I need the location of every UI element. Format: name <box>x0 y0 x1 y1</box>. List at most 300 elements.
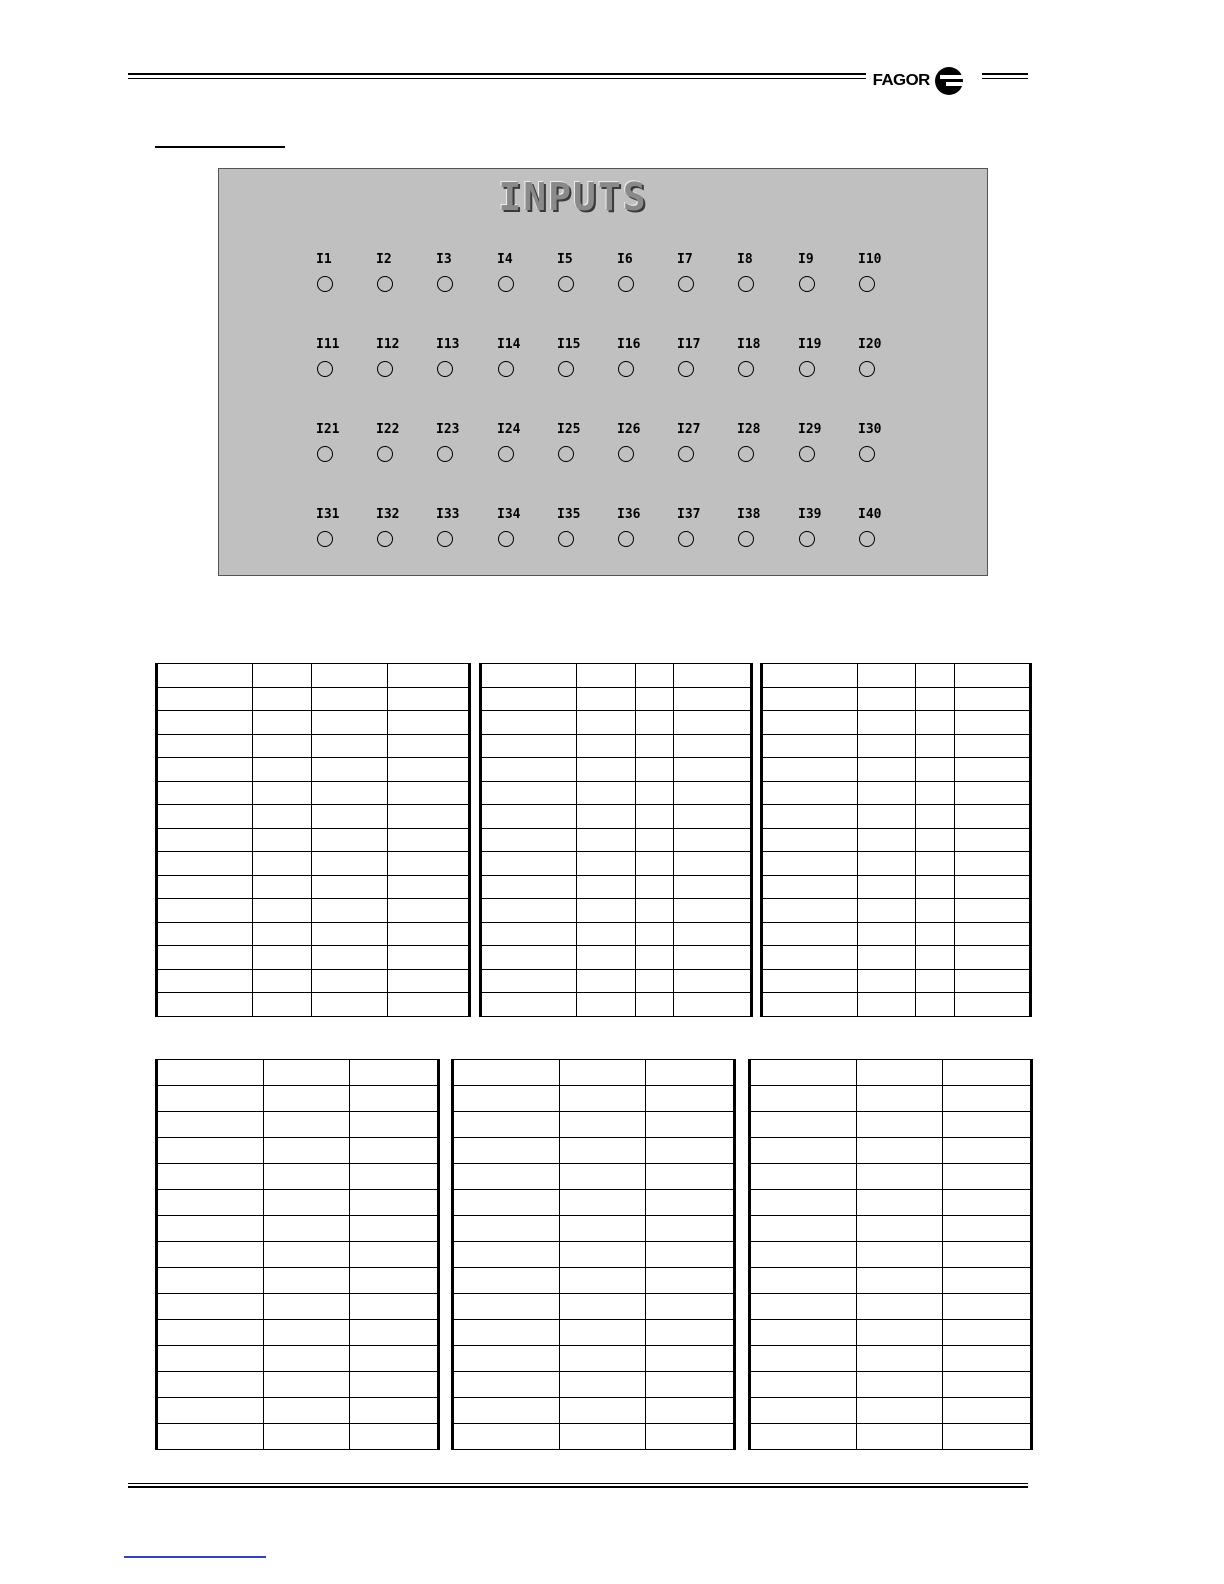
input-label: I33 <box>436 507 460 522</box>
table-cell <box>636 875 674 899</box>
table-cell <box>858 922 916 946</box>
table-cell <box>636 734 674 758</box>
footer-rule-bottom <box>128 1486 1028 1488</box>
table-row <box>762 734 1031 758</box>
input-led-icon <box>799 531 815 547</box>
input-led-icon <box>377 276 393 292</box>
input-led-icon <box>317 361 333 377</box>
input-indicator <box>617 421 657 462</box>
table-cell <box>264 1112 350 1138</box>
table-cell <box>157 805 253 829</box>
table-cell <box>577 711 636 735</box>
table-cell <box>577 922 636 946</box>
table-cell <box>750 1398 857 1424</box>
table-cell <box>750 1346 857 1372</box>
input-led-icon <box>498 276 514 292</box>
table-cell <box>577 758 636 782</box>
table-cell <box>858 852 916 876</box>
table-cell <box>955 805 1031 829</box>
table-row <box>762 781 1031 805</box>
table-row <box>750 1242 1032 1268</box>
table-cell <box>560 1242 646 1268</box>
input-led-icon <box>738 446 754 462</box>
table-cell <box>253 922 312 946</box>
table-cell <box>577 875 636 899</box>
table-cell <box>264 1060 350 1086</box>
input-indicator <box>798 251 838 292</box>
table-row <box>762 922 1031 946</box>
table-cell <box>646 1320 735 1346</box>
input-label: I12 <box>376 337 400 352</box>
table-cell <box>157 1216 264 1242</box>
table-cell <box>674 781 752 805</box>
table-cell <box>943 1112 1032 1138</box>
table-cell <box>312 711 388 735</box>
table-row <box>481 758 752 782</box>
input-indicator <box>858 336 898 377</box>
table-cell <box>350 1372 439 1398</box>
table-cell <box>312 875 388 899</box>
table-cell <box>264 1320 350 1346</box>
table-cell <box>157 1060 264 1086</box>
table-cell <box>264 1398 350 1424</box>
table-cell <box>453 1268 560 1294</box>
table-cell <box>762 805 858 829</box>
table-cell <box>264 1242 350 1268</box>
table-cell <box>157 993 253 1017</box>
input-led-icon <box>678 361 694 377</box>
table-row <box>762 828 1031 852</box>
table-row <box>157 828 470 852</box>
table-cell <box>916 969 955 993</box>
table-cell <box>253 969 312 993</box>
input-indicator <box>376 506 416 547</box>
input-led-icon <box>317 446 333 462</box>
table-cell <box>750 1242 857 1268</box>
input-label: I22 <box>376 422 400 437</box>
table-row <box>157 1060 439 1086</box>
input-indicator <box>677 421 717 462</box>
table-cell <box>943 1086 1032 1112</box>
table-cell <box>916 781 955 805</box>
table-cell <box>916 828 955 852</box>
input-indicator <box>798 336 838 377</box>
input-label: I2 <box>376 252 392 267</box>
table-row <box>762 664 1031 688</box>
table-row <box>481 711 752 735</box>
table-cell <box>750 1372 857 1398</box>
table-cell <box>350 1268 439 1294</box>
table-cell <box>916 946 955 970</box>
table-cell <box>646 1346 735 1372</box>
input-indicator <box>436 506 476 547</box>
table-row <box>157 805 470 829</box>
table-cell <box>388 758 470 782</box>
table-cell <box>636 781 674 805</box>
table-cell <box>453 1320 560 1346</box>
table-cell <box>858 969 916 993</box>
table-row <box>157 781 470 805</box>
table-row <box>762 805 1031 829</box>
table-cell <box>750 1164 857 1190</box>
table-cell <box>388 734 470 758</box>
table-cell <box>453 1190 560 1216</box>
table-cell <box>481 805 577 829</box>
table-cell <box>157 1138 264 1164</box>
table-cell <box>577 946 636 970</box>
table-cell <box>388 828 470 852</box>
table-row <box>750 1398 1032 1424</box>
table-row <box>157 1424 439 1450</box>
table-cell <box>253 664 312 688</box>
table-cell <box>481 969 577 993</box>
table-cell <box>646 1060 735 1086</box>
table-cell <box>577 805 636 829</box>
table-cell <box>157 1112 264 1138</box>
input-indicator <box>737 421 777 462</box>
table-row <box>453 1164 735 1190</box>
table-cell <box>157 664 253 688</box>
table-cell <box>857 1320 943 1346</box>
table-cell <box>955 899 1031 923</box>
table-cell <box>762 969 858 993</box>
table-cell <box>674 687 752 711</box>
table-cell <box>646 1294 735 1320</box>
input-indicator <box>557 421 597 462</box>
table-cell <box>560 1216 646 1242</box>
input-led-icon <box>498 361 514 377</box>
table-cell <box>762 875 858 899</box>
table-cell <box>858 664 916 688</box>
table-cell <box>312 922 388 946</box>
table-row <box>453 1372 735 1398</box>
table-cell <box>750 1138 857 1164</box>
table-cell <box>157 1320 264 1346</box>
input-label: I38 <box>737 507 761 522</box>
input-indicator <box>858 251 898 292</box>
table-row <box>481 781 752 805</box>
table-cell <box>253 875 312 899</box>
table-cell <box>955 875 1031 899</box>
table-row <box>453 1346 735 1372</box>
table-row <box>481 852 752 876</box>
table-row <box>481 922 752 946</box>
table-cell <box>388 922 470 946</box>
input-indicator <box>557 506 597 547</box>
table-cell <box>481 711 577 735</box>
table-cell <box>857 1242 943 1268</box>
input-led-icon <box>859 531 875 547</box>
table-row <box>157 946 470 970</box>
table-cell <box>350 1424 439 1450</box>
table-cell <box>857 1424 943 1450</box>
table-cell <box>157 875 253 899</box>
section-heading-underline <box>155 146 285 148</box>
table-cell <box>560 1372 646 1398</box>
table-cell <box>481 758 577 782</box>
input-indicator <box>436 336 476 377</box>
table-cell <box>646 1424 735 1450</box>
table-cell <box>646 1398 735 1424</box>
panel-title: INPUTS <box>498 175 648 219</box>
table-cell <box>762 734 858 758</box>
table-cell <box>674 993 752 1017</box>
table-cell <box>955 687 1031 711</box>
input-led-icon <box>618 446 634 462</box>
table-cell <box>350 1086 439 1112</box>
input-label: I16 <box>617 337 641 352</box>
table-cell <box>350 1060 439 1086</box>
table-cell <box>857 1164 943 1190</box>
input-label: I29 <box>798 422 822 437</box>
table-cell <box>636 969 674 993</box>
table-row <box>453 1398 735 1424</box>
input-indicator <box>677 506 717 547</box>
table-cell <box>858 711 916 735</box>
table-cell <box>253 734 312 758</box>
table-cell <box>388 875 470 899</box>
input-label: I21 <box>316 422 340 437</box>
table-cell <box>636 687 674 711</box>
table-row <box>453 1086 735 1112</box>
table-cell <box>674 734 752 758</box>
input-led-icon <box>859 276 875 292</box>
input-label: I35 <box>557 507 581 522</box>
table-cell <box>750 1216 857 1242</box>
table-cell <box>857 1268 943 1294</box>
table-cell <box>943 1294 1032 1320</box>
table-cell <box>481 899 577 923</box>
table-row <box>481 875 752 899</box>
table-cell <box>560 1190 646 1216</box>
table-cell <box>157 1346 264 1372</box>
table-row <box>453 1320 735 1346</box>
table-cell <box>750 1424 857 1450</box>
table-cell <box>577 969 636 993</box>
table-cell <box>858 734 916 758</box>
table-cell <box>157 946 253 970</box>
input-led-icon <box>618 361 634 377</box>
table-cell <box>916 875 955 899</box>
input-label: I17 <box>677 337 701 352</box>
table-cell <box>253 758 312 782</box>
table-cell <box>636 664 674 688</box>
table-cell <box>453 1398 560 1424</box>
input-led-icon <box>437 361 453 377</box>
table-row <box>762 687 1031 711</box>
input-label: I11 <box>316 337 340 352</box>
input-label: I19 <box>798 337 822 352</box>
table-cell <box>388 687 470 711</box>
input-indicator <box>677 336 717 377</box>
table-cell <box>253 899 312 923</box>
table-cell <box>943 1164 1032 1190</box>
table-cell <box>762 711 858 735</box>
input-indicator <box>436 251 476 292</box>
table-row <box>157 1190 439 1216</box>
table-row <box>157 1242 439 1268</box>
table-cell <box>388 993 470 1017</box>
table-cell <box>157 1086 264 1112</box>
table-cell <box>674 711 752 735</box>
input-led-icon <box>859 446 875 462</box>
table-cell <box>674 758 752 782</box>
table-cell <box>560 1424 646 1450</box>
input-indicator <box>497 336 537 377</box>
input-label: I36 <box>617 507 641 522</box>
input-led-icon <box>558 531 574 547</box>
table-cell <box>674 664 752 688</box>
table-cell <box>916 734 955 758</box>
table-cell <box>350 1320 439 1346</box>
table-cell <box>388 899 470 923</box>
table-cell <box>560 1164 646 1190</box>
table-cell <box>674 969 752 993</box>
table-cell <box>943 1320 1032 1346</box>
table-cell <box>157 711 253 735</box>
table-cell <box>943 1268 1032 1294</box>
table-cell <box>264 1164 350 1190</box>
table-cell <box>350 1346 439 1372</box>
input-indicator <box>376 336 416 377</box>
table-top-3 <box>760 663 1032 1017</box>
table-cell <box>646 1112 735 1138</box>
header-rule-bottom <box>128 78 866 79</box>
table-cell <box>157 1424 264 1450</box>
table-cell <box>577 664 636 688</box>
table-cell <box>943 1138 1032 1164</box>
input-led-icon <box>377 446 393 462</box>
input-label: I32 <box>376 507 400 522</box>
table-top-1 <box>155 663 471 1017</box>
table-row <box>750 1320 1032 1346</box>
table-cell <box>750 1294 857 1320</box>
table-bottom-1 <box>155 1059 440 1450</box>
table-cell <box>636 922 674 946</box>
table-row <box>481 969 752 993</box>
table-row <box>157 687 470 711</box>
input-label: I6 <box>617 252 633 267</box>
table-cell <box>636 805 674 829</box>
input-led-icon <box>498 446 514 462</box>
table-cell <box>762 946 858 970</box>
input-label: I4 <box>497 252 513 267</box>
table-cell <box>560 1060 646 1086</box>
table-cell <box>453 1372 560 1398</box>
input-led-icon <box>317 276 333 292</box>
table-cell <box>750 1320 857 1346</box>
input-led-icon <box>437 276 453 292</box>
table-cell <box>636 993 674 1017</box>
table-cell <box>858 805 916 829</box>
table-cell <box>481 946 577 970</box>
table-row <box>750 1346 1032 1372</box>
footer-link-underline[interactable] <box>124 1556 266 1558</box>
table-cell <box>157 758 253 782</box>
table-row <box>157 875 470 899</box>
table-cell <box>481 781 577 805</box>
table-cell <box>253 711 312 735</box>
table-cell <box>312 758 388 782</box>
table-row <box>762 711 1031 735</box>
table-cell <box>646 1216 735 1242</box>
input-led-icon <box>437 446 453 462</box>
input-indicator <box>798 506 838 547</box>
input-label: I14 <box>497 337 521 352</box>
table-row <box>762 875 1031 899</box>
table-row <box>157 734 470 758</box>
table-row <box>481 946 752 970</box>
input-indicator <box>316 336 356 377</box>
table-cell <box>943 1190 1032 1216</box>
table-row <box>750 1424 1032 1450</box>
table-cell <box>253 993 312 1017</box>
input-led-icon <box>437 531 453 547</box>
table-cell <box>916 852 955 876</box>
table-row <box>157 1346 439 1372</box>
table-cell <box>858 828 916 852</box>
table-cell <box>388 969 470 993</box>
table-cell <box>955 734 1031 758</box>
table-cell <box>857 1060 943 1086</box>
table-cell <box>646 1164 735 1190</box>
table-cell <box>157 781 253 805</box>
table-cell <box>453 1346 560 1372</box>
table-cell <box>857 1112 943 1138</box>
table-row <box>750 1268 1032 1294</box>
input-label: I5 <box>557 252 573 267</box>
table-cell <box>955 946 1031 970</box>
input-indicator <box>316 421 356 462</box>
table-row <box>453 1242 735 1268</box>
table-cell <box>481 828 577 852</box>
input-led-icon <box>377 361 393 377</box>
table-cell <box>577 828 636 852</box>
table-cell <box>858 993 916 1017</box>
input-led-icon <box>678 446 694 462</box>
input-indicator <box>436 421 476 462</box>
table-cell <box>762 687 858 711</box>
table-cell <box>577 852 636 876</box>
table-row <box>750 1216 1032 1242</box>
table-cell <box>481 734 577 758</box>
table-cell <box>858 687 916 711</box>
table-cell <box>577 993 636 1017</box>
table-cell <box>253 828 312 852</box>
table-cell <box>858 946 916 970</box>
table-cell <box>955 828 1031 852</box>
table-cell <box>312 734 388 758</box>
input-label: I10 <box>858 252 882 267</box>
table-row <box>453 1138 735 1164</box>
table-top-2 <box>479 663 753 1017</box>
table-cell <box>253 805 312 829</box>
table-cell <box>264 1372 350 1398</box>
input-indicator <box>858 506 898 547</box>
table-cell <box>577 734 636 758</box>
table-row <box>157 664 470 688</box>
table-cell <box>674 946 752 970</box>
table-cell <box>955 664 1031 688</box>
table-row <box>481 899 752 923</box>
table-cell <box>955 852 1031 876</box>
table-cell <box>312 899 388 923</box>
table-cell <box>560 1320 646 1346</box>
table-cell <box>264 1424 350 1450</box>
table-cell <box>857 1294 943 1320</box>
table-cell <box>453 1138 560 1164</box>
table-cell <box>674 899 752 923</box>
